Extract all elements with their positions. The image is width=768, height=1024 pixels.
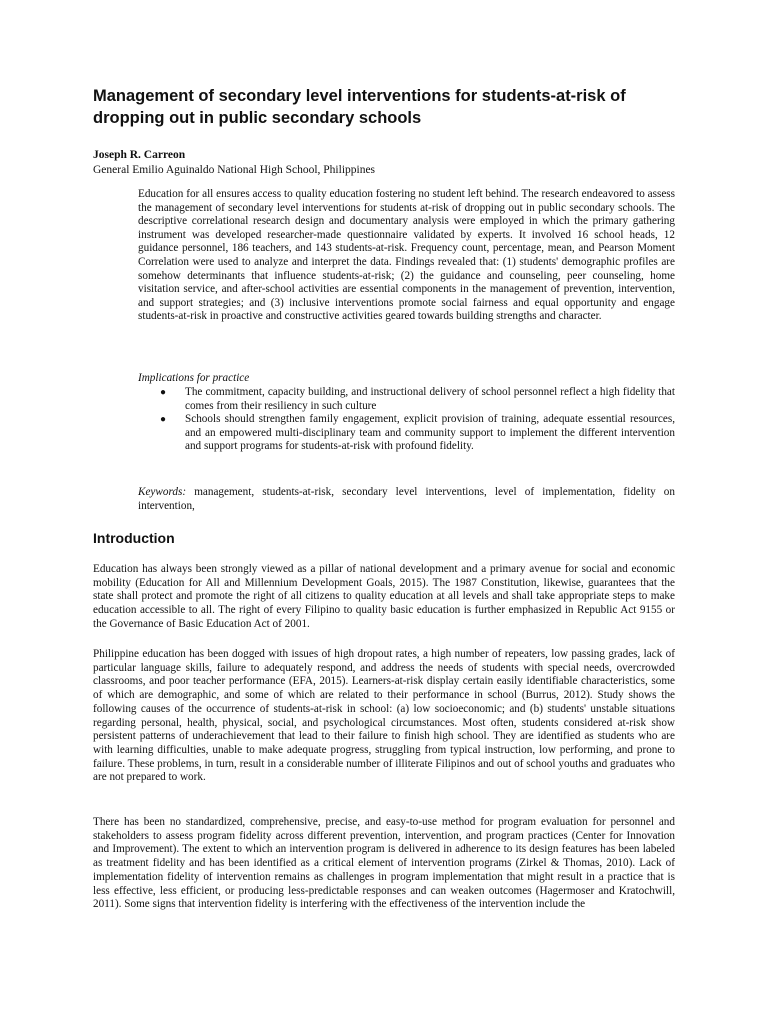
keywords-text: management, students-at-risk, secondary level interventions, level of implementation, fidelity on intervention, (138, 486, 675, 512)
bullet-icon: ● (160, 387, 167, 398)
abstract: Education for all ensures access to quality education fostering no student left behind. The research endeavored to assess the management of secondary level interventions for students at-risk of dropping out in public secondary schools. The descriptive correlational research design and documentary analysis were employed in which the primary gathering instrument was developed researcher-made questionnaire validated by experts. It involved 16 school heads, 12 guidance personnel, 186 teachers, and 143 students-at-risk. Frequency count, percentage, mean, and Pearson Moment Correlation were used to analyze and interpret the data. Findings revealed that: (1) students' demographic profiles are somehow determinants that influence students-at-risk; (2) the guidance and counseling, peer counseling, home visitation service, and after-school activities are essential components in the management of prevention, intervention, and support strategies; and (3) inclusive interventions promote social fairness and equal opportunity and engage students-at-risk in proactive and constructive activities geared towards building strengths and character. (138, 188, 675, 323)
implication-text: The commitment, capacity building, and instructional delivery of school personnel reflect a high fidelity that comes from their resiliency in such culture (185, 386, 675, 412)
implications-list (160, 386, 675, 454)
body-paragraph: Philippine education has been dogged with issues of high dropout rates, a high number of repeaters, low passing grades, lack of particular language skills, failure to adequately respond, and address the needs of students with special needs, overcrowded classrooms, and poor teacher performance (EFA, 2015). Learners-at-risk display certain easily identifiable characteristics, some of which are demographic, and some of which are related to their performance in school (Burrus, 2012). Study shows the following causes of the occurrence of students-at-risk in school: (a) low socioeconomic; and (b) students' unstable situations regarding personal, health, physical, social, and psychological circumstances. Most often, students considered at-risk show persistent patterns of underachievement that lead to their failure to finish high school. They are identified as students who are with learning difficulties, unable to make adequate progress, struggling from typical instruction, low performing, and prone to failure. These problems, in turn, result in a considerable number of illiterate Filipinos and out of school youths and graduates who are not prepared to work. (93, 648, 675, 784)
paper-title: Management of secondary level interventions for students-at-risk of dropping out in public secondary schools (93, 87, 626, 127)
body-paragraph: There has been no standardized, comprehensive, precise, and easy-to-use method for program evaluation for personnel and stakeholders to assess program fidelity across different prevention, intervention, and program practices (Center for Innovation and Improvement). The extent to which an intervention program is delivered in adherence to its design features has been labeled as treatment fidelity and has been identified as a critical element of intervention programs (Zirkel & Thomas, 2010). Lack of implementation fidelity of intervention remains as challenges in program implementation that might result in a practice that is less effective, less efficient, or producing less-predictable responses and can weaken outcomes (Hagermoser and Kratochwill, 2011). Some signs that intervention fidelity is interfering with the effectiveness of the intervention include the (93, 816, 675, 911)
author-affiliation: General Emilio Aguinaldo National High School, Philippines (93, 164, 376, 176)
author-name: Joseph R. Carreon (93, 149, 186, 161)
keywords (138, 486, 675, 513)
implications-heading: Implications for practice (138, 372, 250, 384)
implication-text: Schools should strengthen family engagement, explicit provision of training, adequate essential resources, and an empowered multi-disciplinary team and community support to implement the different intervention and support programs for students-at-risk with profound fidelity. (185, 413, 675, 453)
body-paragraph: Education has always been strongly viewed as a pillar of national development and a primary avenue for social and economic mobility (Education for All and Millennium Development Goals, 2015). The 1987 Constitution, likewise, guarantees that the state shall protect and promote the right of all citizens to quality education at all levels and shall take appropriate steps to make education accessible to all. The right of every Filipino to quality basic education is further emphasized in Republic Act 9155 or the Governance of Basic Education Act of 2001. (93, 563, 675, 630)
introduction-heading: Introduction (93, 530, 175, 546)
list-item (160, 386, 675, 413)
list-item (160, 413, 675, 454)
bullet-icon: ● (160, 414, 167, 426)
keywords-label: Keywords: (138, 486, 187, 498)
